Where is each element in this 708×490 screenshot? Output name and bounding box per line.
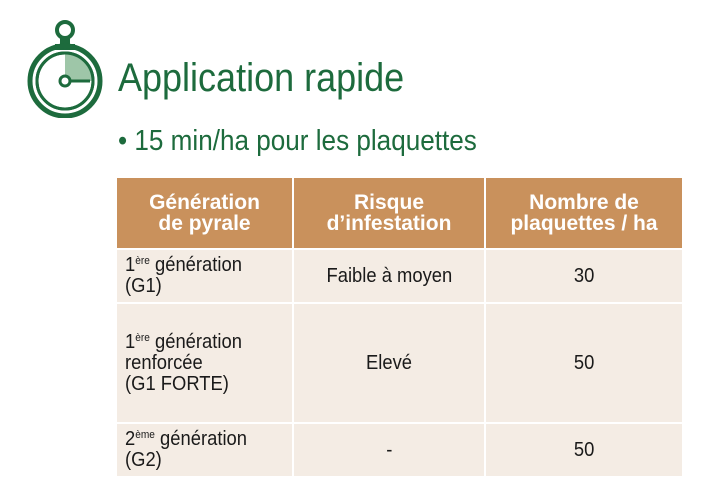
risk-cell: - <box>293 423 485 476</box>
table-row <box>117 303 682 423</box>
risk-cell: Faible à moyen <box>293 249 485 303</box>
generation-cell: 1ère génération renforcée (G1 FORTE) <box>117 303 293 423</box>
generation-cell: 1ère génération (G1) <box>117 249 293 303</box>
count-cell: 30 <box>485 249 682 303</box>
header-generation: Génération de pyrale <box>117 178 293 249</box>
stopwatch-icon <box>22 18 106 118</box>
generation-table <box>117 178 682 476</box>
table-row <box>117 423 682 476</box>
header-risk: Risque d’infestation <box>293 178 485 249</box>
risk-cell: Elevé <box>293 303 485 423</box>
count-cell: 50 <box>485 423 682 476</box>
page-title: Application rapide <box>118 56 405 100</box>
count-cell: 50 <box>485 303 682 423</box>
table-header-row <box>117 178 682 249</box>
bullet-point: • 15 min/ha pour les plaquettes <box>118 125 477 157</box>
header-count: Nombre de plaquettes / ha <box>485 178 682 249</box>
generation-cell: 2ème génération (G2) <box>117 423 293 476</box>
table-row <box>117 249 682 303</box>
